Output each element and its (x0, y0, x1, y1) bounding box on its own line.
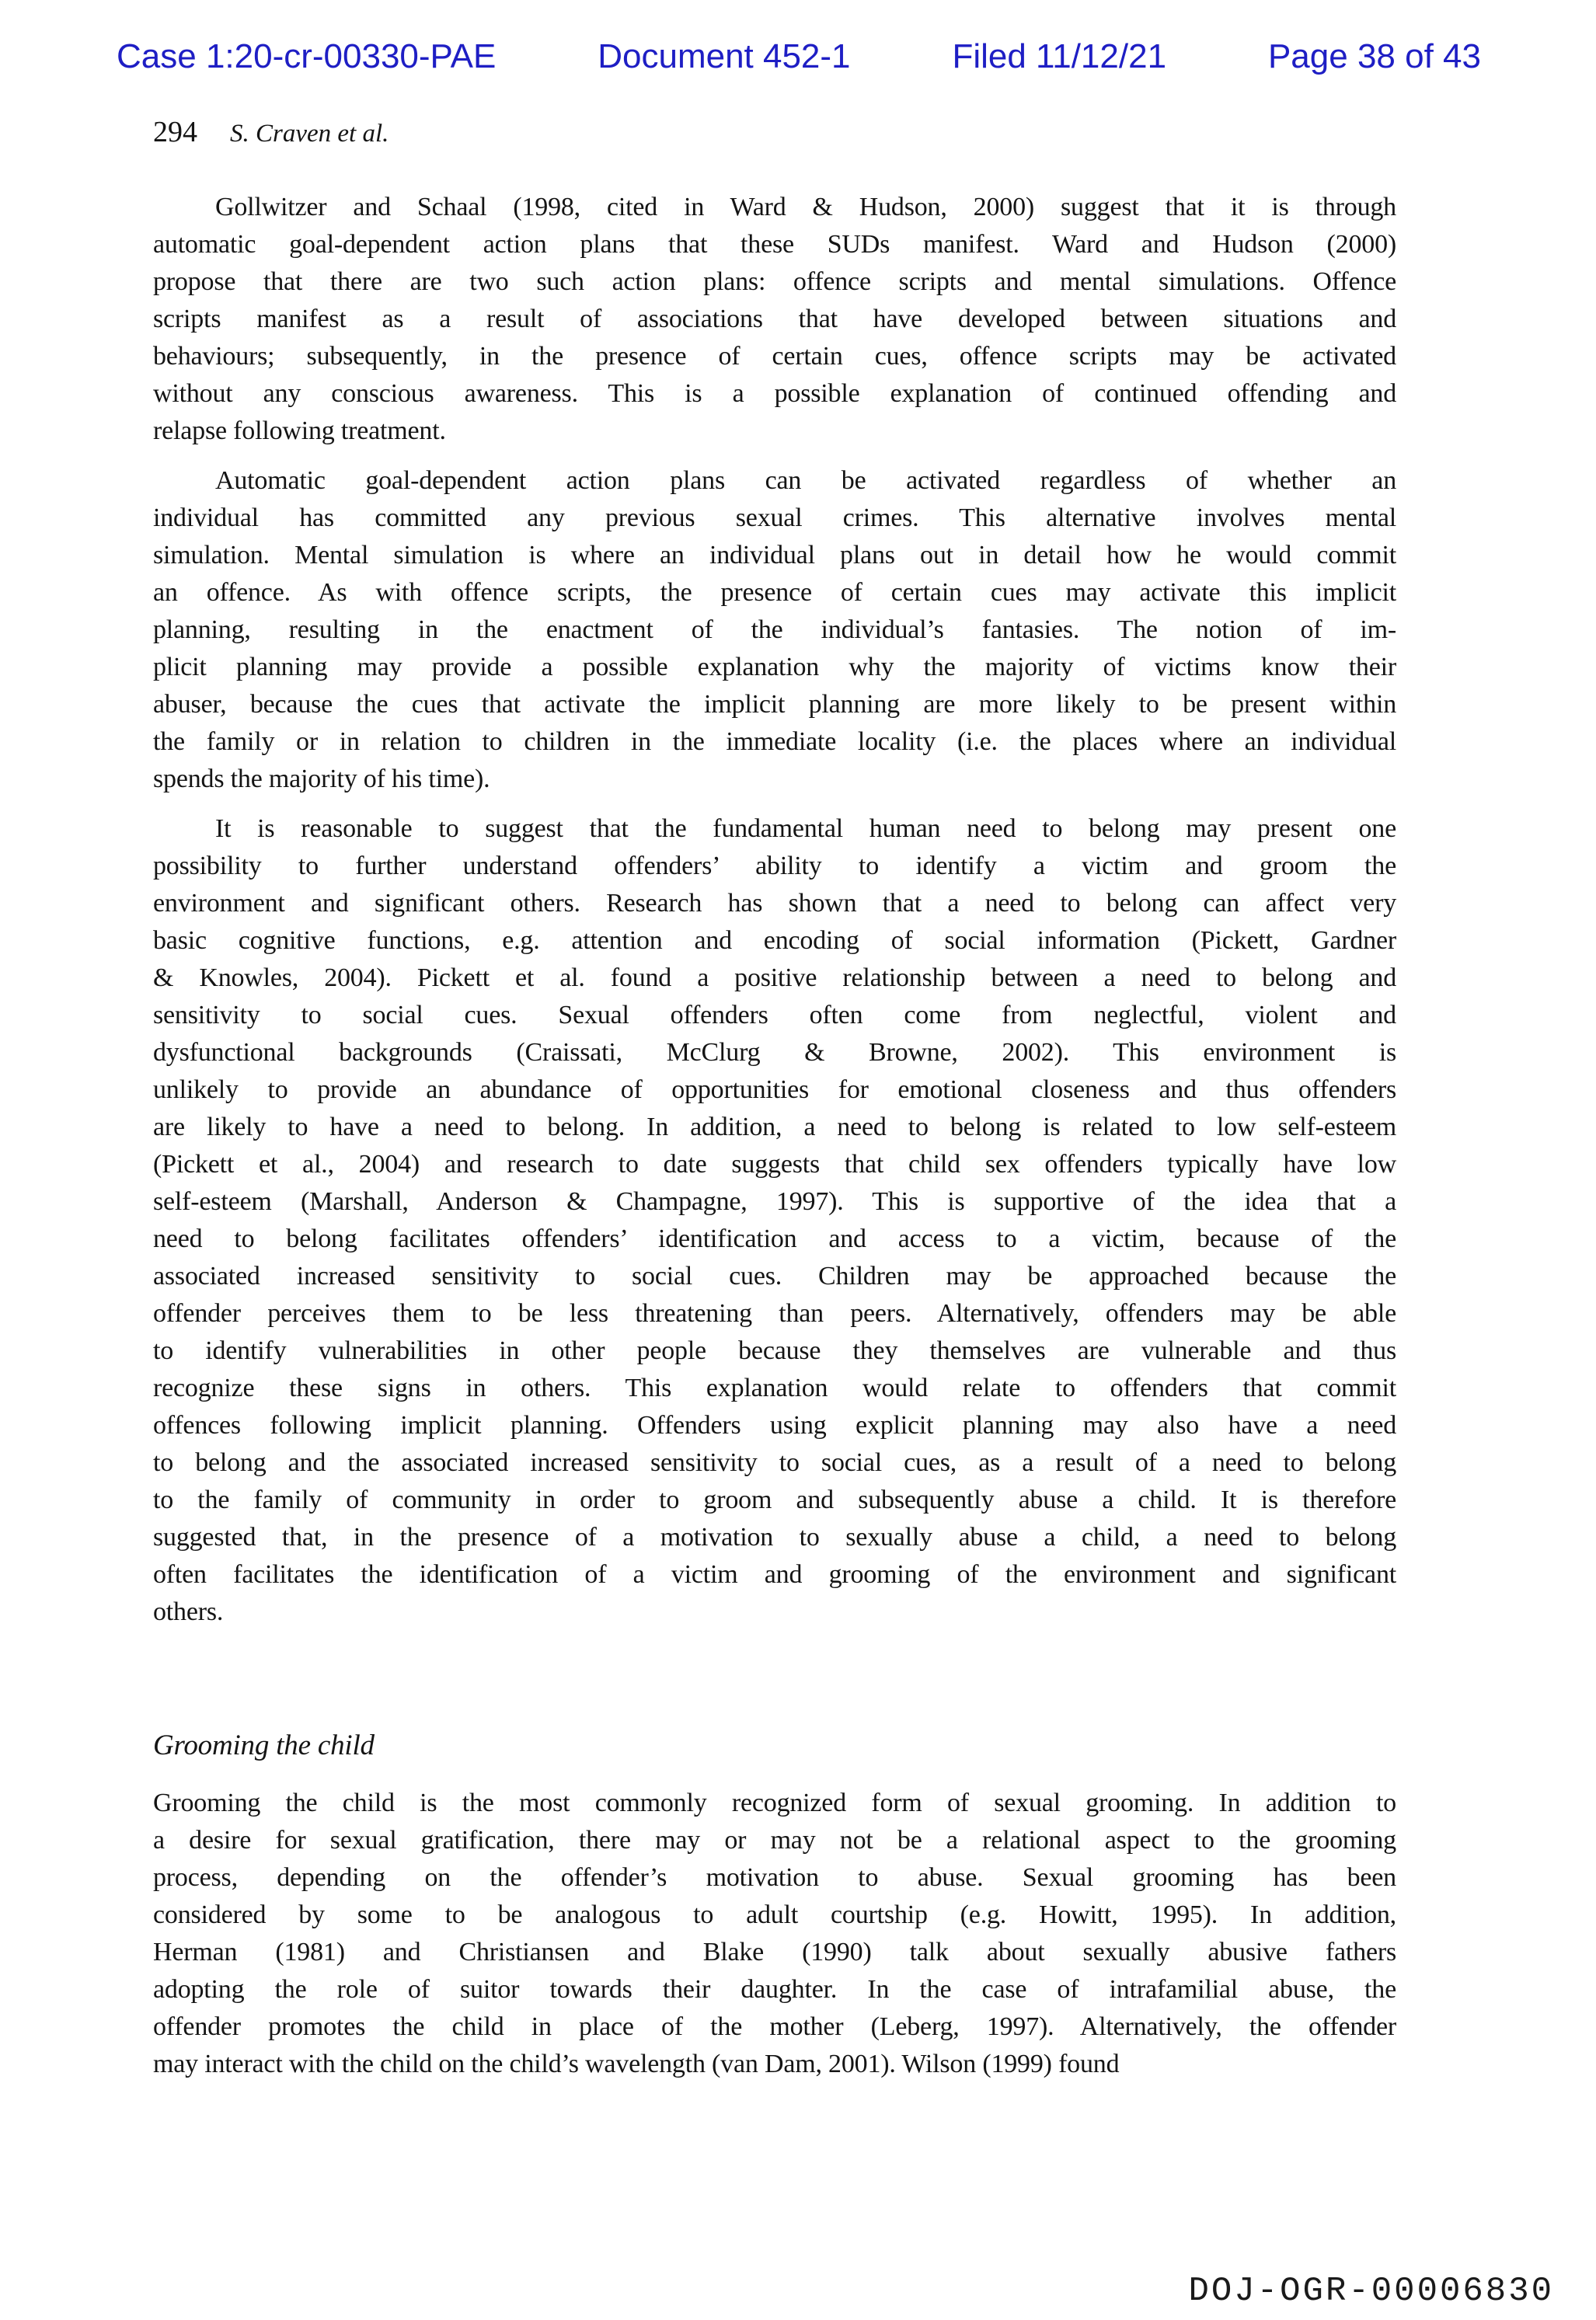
paragraph (153, 1785, 1396, 2083)
paragraph (153, 189, 1396, 450)
body-text-line: a desire for sexual gratification, there may or may not be a relational aspect to the grooming (153, 1826, 1396, 1855)
filed-date-stamp: Filed 11/12/21 (952, 37, 1167, 75)
body-text-line: offender promotes the child in place of the mother (Leberg, 1997). Alternatively, the offender (153, 2012, 1396, 2041)
running-author: S. Craven et al. (230, 120, 389, 148)
court-filing-stamp (117, 39, 1481, 75)
body-text-line: the family or in relation to children in the immediate locality (i.e. the places where an individual (153, 727, 1396, 756)
body-text-line: associated increased sensitivity to social cues. Children may be approached because the (153, 1262, 1396, 1291)
body-text-line: behaviours; subsequently, in the presence of certain cues, offence scripts may be activated (153, 342, 1396, 371)
body-text-line: relapse following treatment. (153, 416, 446, 445)
body-text-line: individual has committed any previous sexual crimes. This alternative involves mental (153, 503, 1396, 532)
body-text-line: process, depending on the offender’s motivation to abuse. Sexual grooming has been (153, 1863, 1396, 1892)
journal-page-number: 294 (153, 116, 197, 148)
body-text-line: planning, resulting in the enactment of the individual’s fantasies. The notion of im- (153, 615, 1396, 644)
body-text-line: (Pickett et al., 2004) and research to date suggests that child sex offenders typically have low (153, 1150, 1396, 1179)
section-heading: Grooming the child (153, 1730, 375, 1761)
body-text-line: sensitivity to social cues. Sexual offenders often come from neglectful, violent and (153, 1001, 1396, 1029)
body-text-line: to the family of community in order to groom and subsequently abuse a child. It is therefore (153, 1486, 1396, 1514)
bates-number: DOJ-OGR-00006830 (1188, 2272, 1554, 2311)
body-text-line: considered by some to be analogous to adult courtship (e.g. Howitt, 1995). In addition, (153, 1900, 1396, 1929)
body-text-line: an offence. As with offence scripts, the presence of certain cues may activate this implicit (153, 578, 1396, 607)
paragraph-group (153, 1785, 1396, 2083)
body-text-line: self-esteem (Marshall, Anderson & Champagne, 1997). This is supportive of the idea that a (153, 1187, 1396, 1216)
case-number-stamp: Case 1:20-cr-00330-PAE (117, 37, 497, 75)
paragraph-group (153, 189, 1396, 1631)
body-text-line: It is reasonable to suggest that the fundamental human need to belong may present one (215, 814, 1396, 843)
body-text-line: spends the majority of his time). (153, 765, 490, 793)
body-text-line: environment and significant others. Research has shown that a need to belong can affect very (153, 889, 1396, 918)
body-text-line: propose that there are two such action plans: offence scripts and mental simulations. Offence (153, 267, 1396, 296)
body-text-line: & Knowles, 2004). Pickett et al. found a positive relationship between a need to belong and (153, 963, 1396, 992)
body-text-line: need to belong facilitates offenders’ identification and access to a victim, because of the (153, 1224, 1396, 1253)
body-text-line: are likely to have a need to belong. In addition, a need to belong is related to low self-esteem (153, 1113, 1396, 1141)
body-text-line: unlikely to provide an abundance of opportunities for emotional closeness and thus offenders (153, 1075, 1396, 1104)
body-text-line: recognize these signs in others. This explanation would relate to offenders that commit (153, 1374, 1396, 1402)
body-text-line: offences following implicit planning. Offenders using explicit planning may also have a need (153, 1411, 1396, 1440)
body-text-line: others. (153, 1597, 224, 1626)
body-text-line: scripts manifest as a result of associations that have developed between situations and (153, 305, 1396, 333)
body-text-line: Herman (1981) and Christiansen and Blake (1990) talk about sexually abusive fathers (153, 1938, 1396, 1966)
body-text-line: without any conscious awareness. This is a possible explanation of continued offending and (153, 379, 1396, 408)
running-header (153, 115, 389, 149)
body-text-line: possibility to further understand offenders’ ability to identify a victim and groom the (153, 852, 1396, 880)
body-text-line: to identify vulnerabilities in other people because they themselves are vulnerable and thus (153, 1336, 1396, 1365)
body-text-line: Grooming the child is the most commonly recognized form of sexual grooming. In addition to (153, 1789, 1396, 1817)
body-text-line: basic cognitive functions, e.g. attention and encoding of social information (Pickett, Gardner (153, 926, 1396, 955)
article-body (153, 189, 1396, 2095)
body-text-line: Gollwitzer and Schaal (1998, cited in Ward & Hudson, 2000) suggest that it is through (215, 193, 1396, 221)
document-number-stamp: Document 452-1 (598, 37, 851, 75)
body-text-line: plicit planning may provide a possible explanation why the majority of victims know their (153, 653, 1396, 681)
body-text-line: automatic goal-dependent action plans that these SUDs manifest. Ward and Hudson (2000) (153, 230, 1396, 259)
body-text-line: adopting the role of suitor towards their daughter. In the case of intrafamilial abuse, the (153, 1975, 1396, 2004)
paragraph (153, 810, 1396, 1631)
paragraph (153, 462, 1396, 798)
body-text-line: often facilitates the identification of a victim and grooming of the environment and significant (153, 1560, 1396, 1589)
body-text-line: Automatic goal-dependent action plans can be activated regardless of whether an (215, 466, 1396, 495)
body-text-line: simulation. Mental simulation is where an individual plans out in detail how he would commit (153, 541, 1396, 570)
body-text-line: suggested that, in the presence of a motivation to sexually abuse a child, a need to belong (153, 1523, 1396, 1552)
body-text-line: dysfunctional backgrounds (Craissati, McClurg & Browne, 2002). This environment is (153, 1038, 1396, 1067)
body-text-line: abuser, because the cues that activate the implicit planning are more likely to be present within (153, 690, 1396, 719)
body-text-line: may interact with the child on the child’s wavelength (van Dam, 2001). Wilson (1999) found (153, 2050, 1120, 2078)
page-number-stamp: Page 38 of 43 (1267, 37, 1481, 75)
body-text-line: offender perceives them to be less threatening than peers. Alternatively, offenders may be able (153, 1299, 1396, 1328)
body-text-line: to belong and the associated increased sensitivity to social cues, as a result of a need to belong (153, 1448, 1396, 1477)
